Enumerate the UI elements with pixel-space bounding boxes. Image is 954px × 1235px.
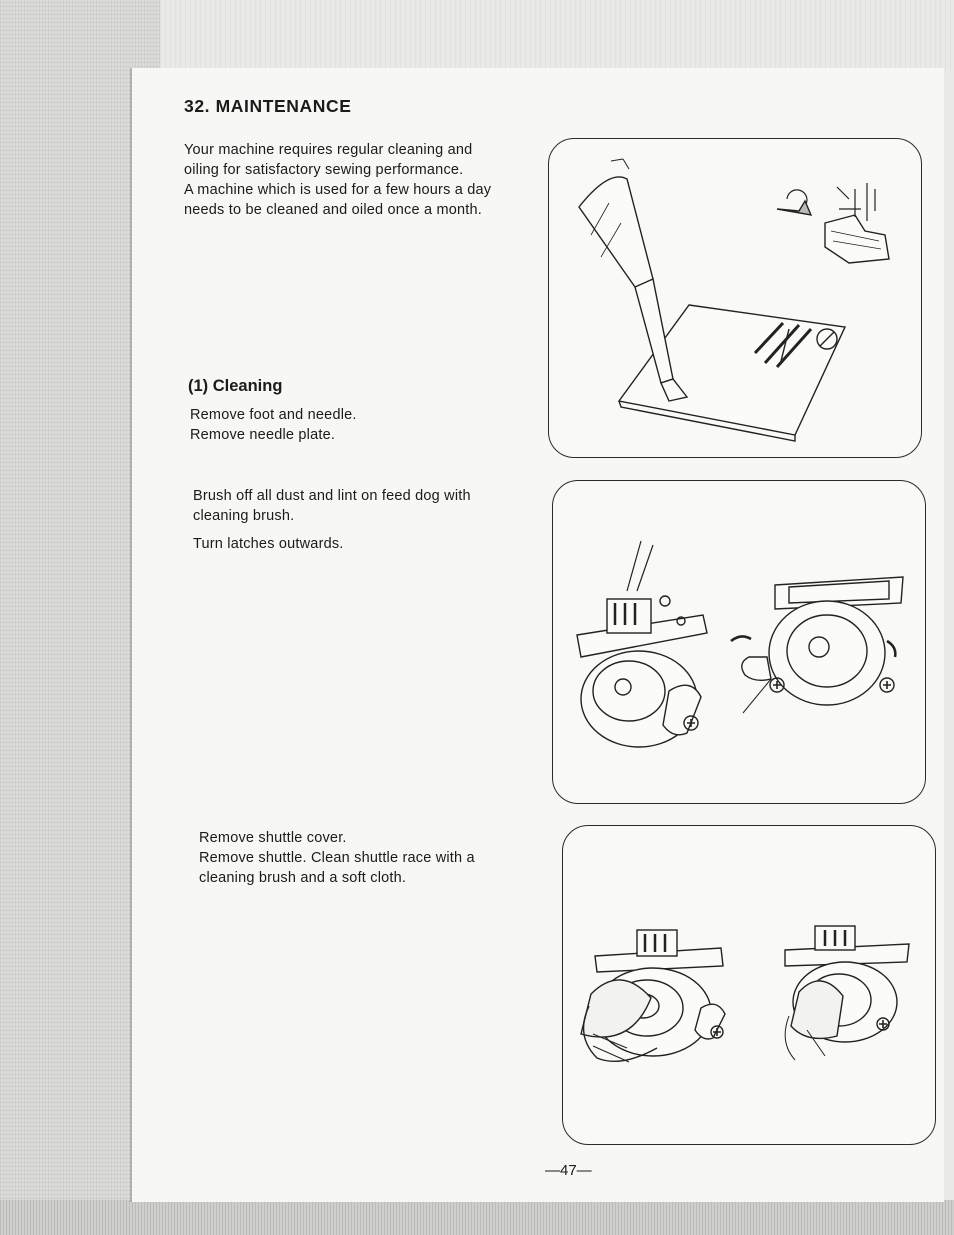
illustration-brush-feed-dog xyxy=(552,480,926,804)
step3-text xyxy=(199,828,539,888)
intro-line: needs to be cleaned and oiled once a month. xyxy=(184,202,483,218)
intro-line: A machine which is used for a few hours a day xyxy=(184,182,492,198)
step1-line: Remove needle plate. xyxy=(190,427,336,443)
intro-line: oiling for satisfactory sewing performance. xyxy=(184,162,464,178)
scan-shadow-bottom xyxy=(0,1200,954,1235)
step3-line: Remove shuttle. Clean shuttle race with a xyxy=(199,850,475,866)
step2-line: cleaning brush. xyxy=(193,508,295,524)
needle-plate-drawing xyxy=(549,139,921,457)
step2b-text: Turn latches outwards. xyxy=(193,536,344,552)
feed-dog-drawing xyxy=(553,481,925,803)
step2-line: Brush off all dust and lint on feed dog with xyxy=(193,488,471,504)
step3-line: Remove shuttle cover. xyxy=(199,830,347,846)
cleaning-subtitle: (1) Cleaning xyxy=(188,377,283,395)
step1-line: Remove foot and needle. xyxy=(190,407,357,423)
section-title: 32. MAINTENANCE xyxy=(184,96,352,116)
step1-text xyxy=(190,405,520,445)
intro-line: Your machine requires regular cleaning and xyxy=(184,142,473,158)
step2-text xyxy=(193,486,533,526)
step3-line: cleaning brush and a soft cloth. xyxy=(199,870,407,886)
page-number: —47— xyxy=(545,1162,592,1179)
shuttle-drawing xyxy=(563,826,935,1144)
illustration-remove-needle-plate xyxy=(548,138,922,458)
illustration-remove-shuttle xyxy=(562,825,936,1145)
intro-paragraph xyxy=(184,140,524,220)
